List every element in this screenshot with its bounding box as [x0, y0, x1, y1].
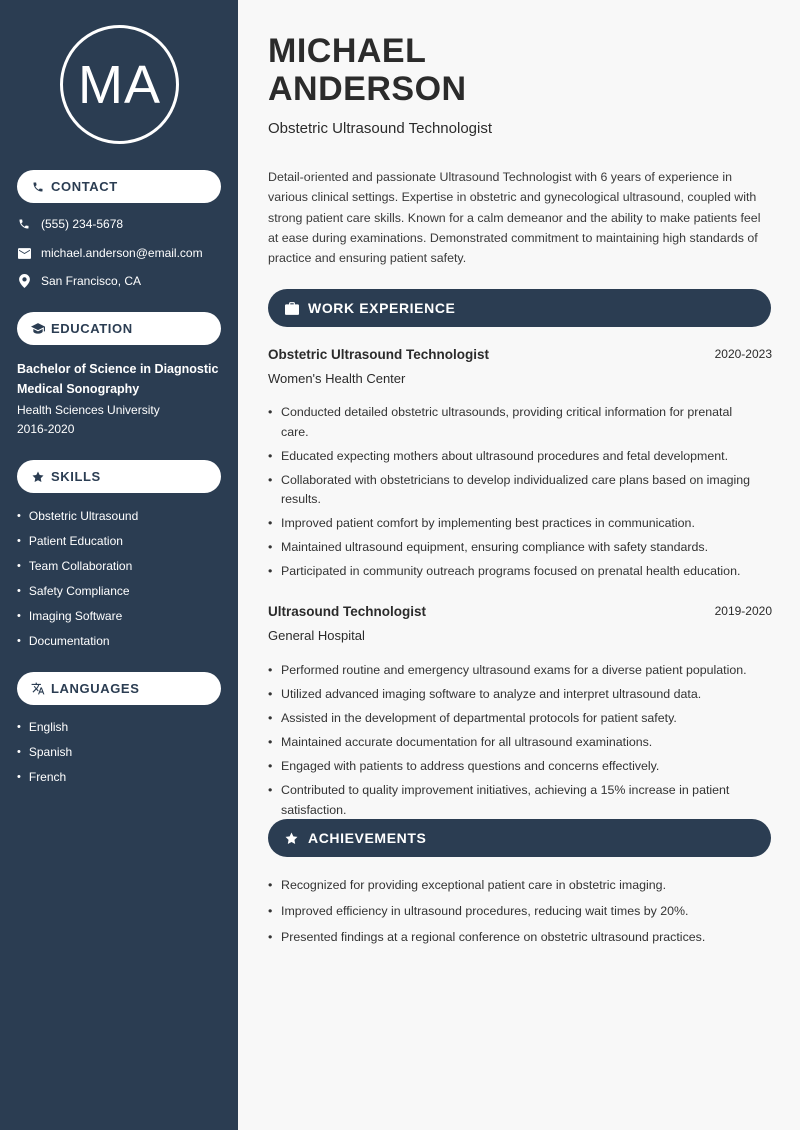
- map-pin-icon: [17, 274, 31, 288]
- candidate-name: [268, 32, 467, 108]
- contact-heading-label: CONTACT: [51, 179, 118, 194]
- education-heading-label: EDUCATION: [51, 321, 133, 336]
- list-item: • Maintained accurate documentation for all ultrasound examinations.: [268, 733, 772, 753]
- envelope-icon: [17, 246, 31, 260]
- email-text: michael.anderson@email.com: [41, 246, 203, 260]
- briefcase-icon: [284, 301, 299, 316]
- job-organization: General Hospital: [268, 628, 365, 643]
- list-item: • Recognized for providing exceptional patient care in obstetric imaging.: [268, 876, 772, 896]
- achievements-heading: [268, 819, 771, 857]
- list-item: • Engaged with patients to address questions and concerns effectively.: [268, 757, 772, 777]
- contact-phone: [17, 217, 123, 231]
- job-title: Ultrasound Technologist: [268, 604, 426, 619]
- contact-heading: [17, 170, 221, 203]
- name-line-2: ANDERSON: [268, 70, 467, 108]
- graduation-cap-icon: [31, 322, 45, 336]
- list-item: • Obstetric Ultrasound: [17, 508, 138, 533]
- list-item: • Patient Education: [17, 533, 138, 558]
- job-bullets: [268, 661, 772, 825]
- list-item: • Improved efficiency in ultrasound procedures, reducing wait times by 20%.: [268, 902, 772, 922]
- phone-text: (555) 234-5678: [41, 217, 124, 231]
- name-line-1: MICHAEL: [268, 32, 427, 70]
- translate-icon: [31, 682, 45, 696]
- job-title: Obstetric Ultrasound Technologist: [268, 347, 490, 362]
- achievements-list: [268, 876, 772, 954]
- list-item: • Contributed to quality improvement initiatives, achieving a 15% increase in patient satisfaction.: [268, 781, 772, 820]
- candidate-title: Obstetric Ultrasound Technologist: [268, 120, 493, 137]
- work-experience-heading: [268, 289, 771, 327]
- list-item: • Maintained ultrasound equipment, ensuring compliance with safety standards.: [268, 538, 762, 558]
- phone-icon: [31, 180, 45, 194]
- list-item: • Collaborated with obstetricians to develop individualized care plans based on imaging results.: [268, 471, 762, 510]
- skills-list: [17, 508, 138, 658]
- star-icon: [284, 831, 299, 846]
- list-item: • Performed routine and emergency ultrasound exams for a diverse patient population.: [268, 661, 772, 681]
- list-item: • Documentation: [17, 633, 138, 658]
- achievements-heading-label: ACHIEVEMENTS: [308, 830, 427, 846]
- contact-location: [17, 274, 141, 288]
- list-item: • Participated in community outreach programs focused on prenatal health education.: [268, 562, 762, 582]
- list-item: • Conducted detailed obstetric ultrasounds, providing critical information for prenatal care.: [268, 403, 762, 442]
- languages-list: [17, 719, 72, 794]
- list-item: • Utilized advanced imaging software to analyze and interpret ultrasound data.: [268, 685, 772, 705]
- job-bullets: [268, 403, 772, 586]
- contact-email: [17, 246, 203, 260]
- list-item: • English: [17, 719, 72, 744]
- location-text: San Francisco, CA: [41, 274, 142, 288]
- education-degree: Bachelor of Science in Diagnostic Medical Sonography: [17, 362, 219, 396]
- skills-heading: [17, 460, 221, 493]
- job-dates: 2020-2023: [714, 347, 772, 361]
- list-item: • French: [17, 769, 72, 794]
- list-item: • Team Collaboration: [17, 558, 138, 583]
- education-years: 2016-2020: [17, 422, 75, 436]
- list-item: • Safety Compliance: [17, 583, 138, 608]
- initials: MA: [78, 54, 161, 115]
- list-item: • Educated expecting mothers about ultrasound procedures and fetal development.: [268, 447, 762, 467]
- list-item: • Presented findings at a regional conference on obstetric ultrasound practices.: [268, 928, 772, 948]
- languages-heading: [17, 672, 221, 705]
- summary-text: Detail-oriented and passionate Ultrasound Technologist with 6 years of experience in various clinical settings. Expertise in obstetric and gynecological ultrasound, coupled with strong patient care skills. Known for a calm demeanor and the ability to make patients feel at ease during examinations. Demonstrated commitment to maintaining high standards of practice and ensuring patient safety.: [268, 170, 761, 266]
- avatar-monogram: [60, 25, 179, 144]
- education-school: Health Sciences University: [17, 403, 160, 417]
- list-item: • Imaging Software: [17, 608, 138, 633]
- education-heading: [17, 312, 221, 345]
- languages-heading-label: LANGUAGES: [51, 681, 140, 696]
- skills-heading-label: SKILLS: [51, 469, 101, 484]
- job-dates: 2019-2020: [714, 604, 772, 618]
- star-icon: [31, 470, 45, 484]
- list-item: • Spanish: [17, 744, 72, 769]
- job-organization: Women's Health Center: [268, 371, 406, 386]
- list-item: • Improved patient comfort by implementing best practices in communication.: [268, 514, 762, 534]
- phone-icon: [17, 217, 31, 231]
- sidebar: [0, 0, 238, 1130]
- list-item: • Assisted in the development of departmental protocols for patient safety.: [268, 709, 772, 729]
- work-experience-heading-label: WORK EXPERIENCE: [308, 300, 456, 316]
